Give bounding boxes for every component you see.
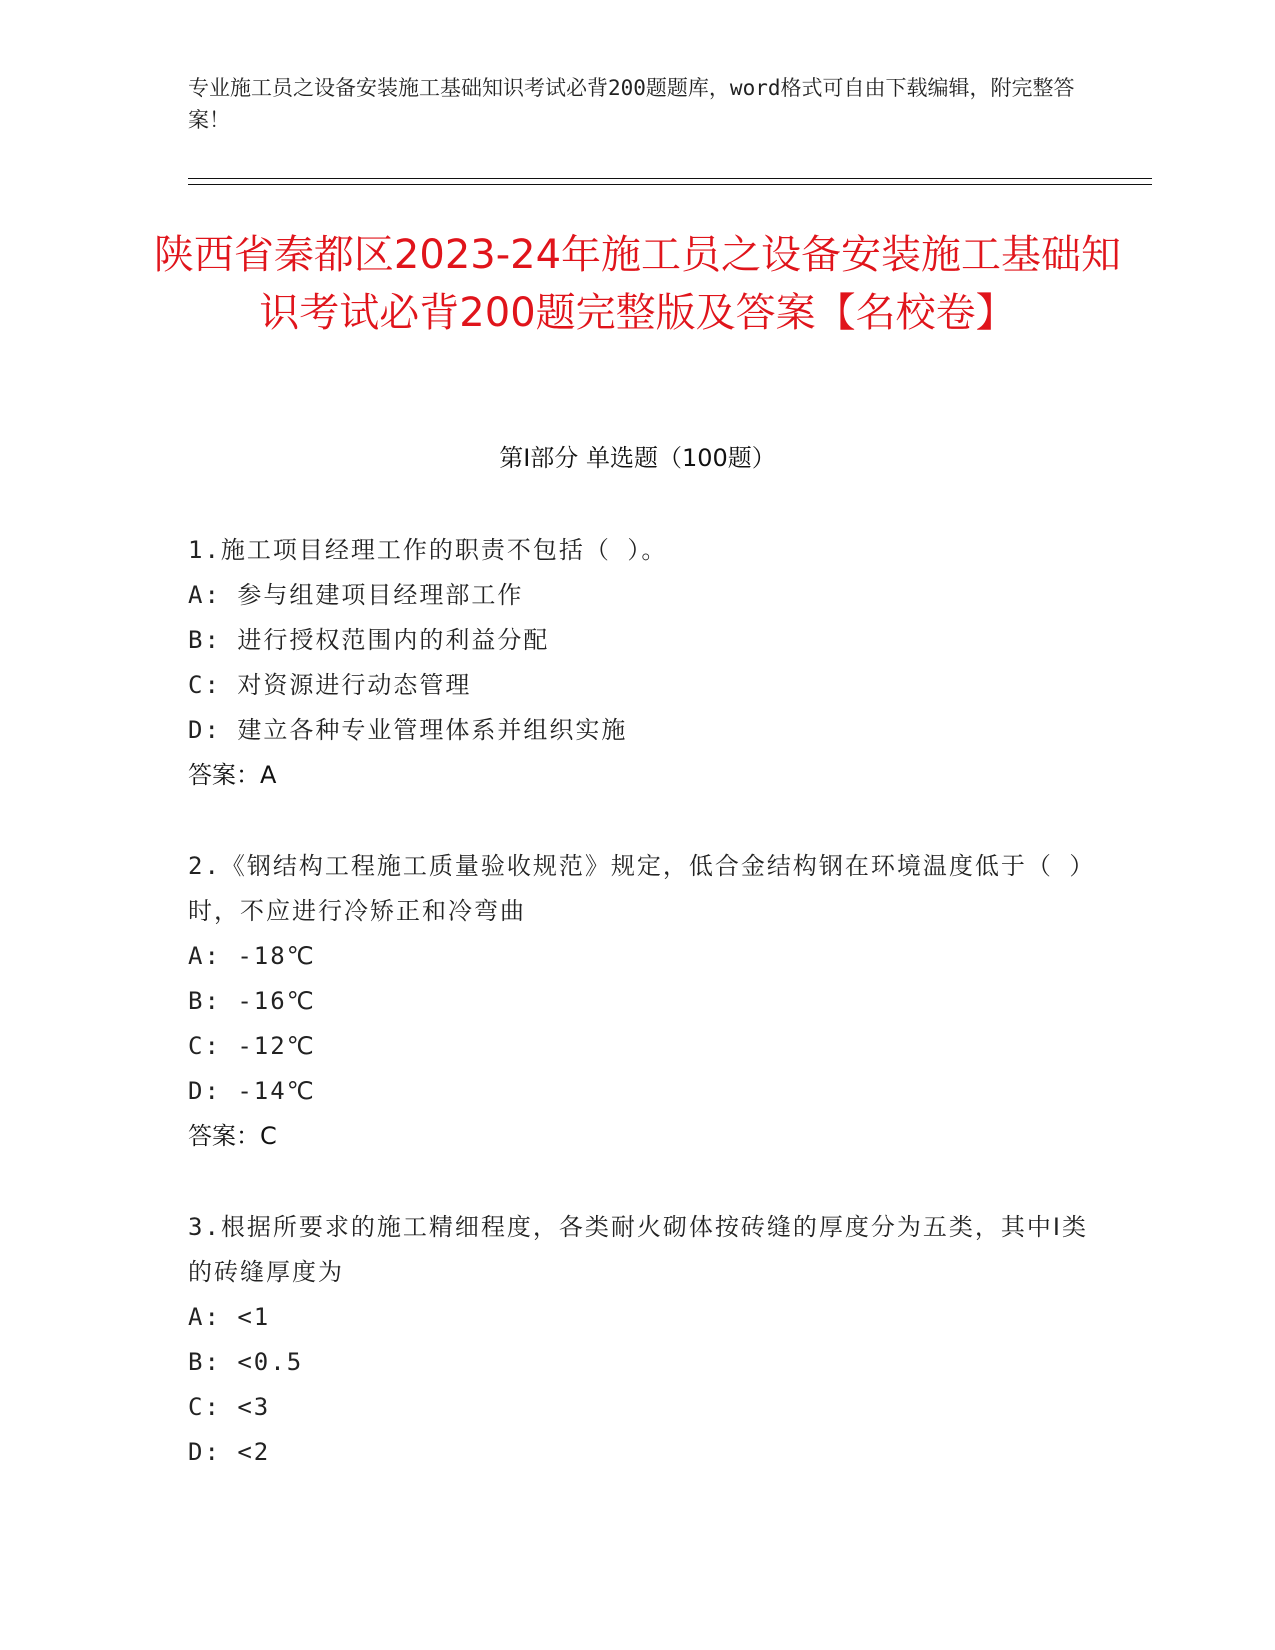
option-c: C: -12℃ xyxy=(188,1032,316,1060)
question-stem: 3.根据所要求的施工精细程度，各类耐火砌体按砖缝的厚度分为五类，其中Ⅰ类的砖缝厚度为 xyxy=(188,1213,1088,1286)
header-note: 专业施工员之设备安装施工基础知识考试必背200题题库，word格式可自由下载编辑，附完整答案！ xyxy=(188,76,1075,132)
answer-label: 答案：C xyxy=(188,1122,277,1150)
option-a: A: <1 xyxy=(188,1303,271,1331)
option-a: A: -18℃ xyxy=(188,942,316,970)
option-c: C: <3 xyxy=(188,1393,271,1421)
document-title: 陕西省秦都区2023-24年施工员之设备安装施工基础知识考试必背200题完整版及答案【名校卷】 xyxy=(153,232,1122,336)
option-d: D: -14℃ xyxy=(188,1077,316,1105)
option-d: D: 建立各种专业管理体系并组织实施 xyxy=(188,716,628,744)
answer-label: 答案：A xyxy=(188,761,277,789)
option-a: A: 参与组建项目经理部工作 xyxy=(188,581,524,609)
question-3 xyxy=(188,1205,1088,1475)
question-2 xyxy=(188,844,1088,1159)
question-1 xyxy=(188,528,1088,798)
question-list xyxy=(188,528,1088,1521)
header-divider-top xyxy=(188,178,1152,179)
option-b: B: <0.5 xyxy=(188,1348,304,1376)
option-d: D: <2 xyxy=(188,1438,271,1466)
option-c: C: 对资源进行动态管理 xyxy=(188,671,472,699)
option-b: B: 进行授权范围内的利益分配 xyxy=(188,626,550,654)
option-b: B: -16℃ xyxy=(188,987,316,1015)
header-divider-bottom xyxy=(188,184,1152,185)
question-stem: 2.《钢结构工程施工质量验收规范》规定，低合金结构钢在环境温度低于（ ）时，不应进行冷矫正和冷弯曲 xyxy=(188,852,1084,925)
section-heading: 第Ⅰ部分 单选题（100题） xyxy=(499,444,776,472)
question-stem: 1.施工项目经理工作的职责不包括（ ）。 xyxy=(188,536,668,564)
